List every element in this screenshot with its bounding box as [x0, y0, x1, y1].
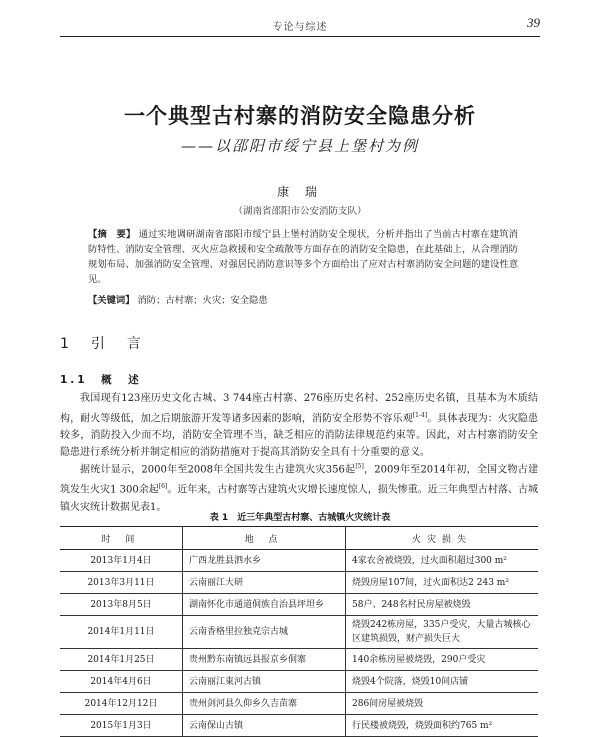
cell-place: 湖南怀化市通道侗族自治县坪坦乡 — [183, 594, 346, 616]
table-row — [60, 649, 538, 671]
citation: [6] — [158, 483, 168, 491]
cell-date: 2014年1月25日 — [60, 649, 183, 671]
cell-loss: 58户、248名村民房屋被烧毁 — [346, 594, 539, 616]
cell-date: 2013年8月5日 — [60, 594, 183, 616]
body-paragraph — [60, 390, 538, 461]
table-row — [60, 693, 538, 715]
cell-loss: 140余栋房屋被烧毁，290户受灾 — [346, 649, 539, 671]
cell-loss: 4家农舍被烧毁，过火面积超过300 m² — [346, 550, 539, 572]
cell-date: 2014年1月11日 — [60, 616, 183, 649]
subsection-heading: 1.1 概 述 — [60, 374, 142, 386]
cell-place: 云南香格里拉独克宗古城 — [183, 616, 346, 649]
cell-date: 2015年1月3日 — [60, 715, 183, 737]
cell-date: 2014年4月6日 — [60, 671, 183, 693]
cell-date: 2013年3月11日 — [60, 572, 183, 594]
table-row — [60, 550, 538, 572]
running-header — [60, 14, 540, 37]
paragraph-text: 。具体表现为：火灾隐患较多，消防投入少而不均，消防安全管理不当，缺乏相应的消防法律规范约束等。因此，对古村寨消防安全隐患进行系统分析并制定相应的消防措施对于提高其消防安全具有十分重要的意义。 — [60, 413, 539, 459]
column-header-date: 时 间 — [60, 527, 183, 550]
cell-date: 2014年12月12日 — [60, 693, 183, 715]
citation: [5] — [355, 463, 364, 470]
abstract-text: 通过实地调研湖南省邵阳市绥宁县上堡村消防安全现状，分析并指出了当前古村寨在建筑消防特性、消防安全管理、灭火应急救援和安全疏散等方面存在的消防安全隐患，在此基础上，从合理消防规划布局、加强消防安全管理、对强居民消防意识等多个方面给出了应对古村寨消防安全问题的建设性意见。 — [88, 229, 518, 285]
author-affiliation: （湖南省邵阳市公安消防支队） — [233, 206, 367, 217]
table-header-row — [60, 527, 538, 550]
page-number: 39 — [527, 15, 540, 30]
fire-statistics-table — [60, 526, 538, 737]
cell-loss: 烧毁4个院落，烧毁10间店铺 — [346, 671, 539, 693]
cell-loss: 烧毁房屋107间，过火面积达2 243 m² — [346, 572, 539, 594]
cell-place: 云南丽江大研 — [183, 572, 346, 594]
cell-place: 广西龙胜县泗水乡 — [183, 550, 346, 572]
cell-place: 云南丽江東河古镇 — [183, 671, 346, 693]
table-row — [60, 616, 538, 649]
keywords-text: 消防；古村寨；火灾；安全隐患 — [137, 295, 268, 306]
paper-subtitle: ——以邵阳市绥宁县上堡村为例 — [180, 137, 419, 155]
keywords-label: 【关键词】 — [88, 295, 135, 306]
column-header-place: 地 点 — [183, 527, 346, 550]
cell-place: 云南保山古镇 — [183, 715, 346, 737]
cell-place: 贵州剑河县久仰乡久吉苗寨 — [183, 693, 346, 715]
paper-title: 一个典型古村寨的消防安全隐患分析 — [124, 104, 476, 128]
cell-loss: 烧毁242栋房屋，335户受灾，大量古城核心区建筑损毁，财产损失巨大 — [346, 616, 539, 649]
cell-loss: 行民楼被烧毁，烧毁面积约765 m² — [346, 715, 539, 737]
journal-section-name: 专论与综述 — [272, 22, 328, 33]
cell-date: 2013年1月4日 — [60, 550, 183, 572]
column-header-loss: 火灾损失 — [346, 527, 539, 550]
citation: [1-4] — [412, 412, 428, 419]
author-name: 康 瑞 — [277, 185, 323, 199]
cell-loss: 286间房屋被烧毁 — [346, 693, 539, 715]
paragraph-text: ，2009年至2014年初，全国文物古建筑发生火灾1 300余起 — [60, 464, 538, 496]
table-row — [60, 715, 538, 737]
body-paragraph — [60, 458, 538, 516]
section-heading: 1 引 言 — [60, 336, 145, 352]
paragraph-text: 我国现有123座历史文化古城、3 744座古村寨、276座历史名村、252座历史名镇，且基本为木质结构，耐火等级低，加之后期旅游开发等诸多因素的影响，消防安全形势不容乐观 — [60, 393, 538, 425]
abstract — [88, 227, 518, 287]
cell-place: 贵州黔东南镇远县报京乡侗寨 — [183, 649, 346, 671]
table-row — [60, 572, 538, 594]
table-row — [60, 594, 538, 616]
table-row — [60, 671, 538, 693]
paragraph-text: 。近年来，古村寨等古建筑火灾增长速度惊人，损失惨重。近三年典型古村落、古城镇火灾统计数据见表1。 — [60, 484, 538, 513]
table-caption: 表 1 近三年典型古村寨、古城镇火灾统计表 — [209, 513, 391, 523]
keywords — [88, 293, 518, 308]
abstract-label: 【摘 要】 — [88, 229, 136, 240]
paragraph-text: 据统计显示，2000年至2008年全国共发生古建筑火灾356起 — [80, 464, 356, 476]
